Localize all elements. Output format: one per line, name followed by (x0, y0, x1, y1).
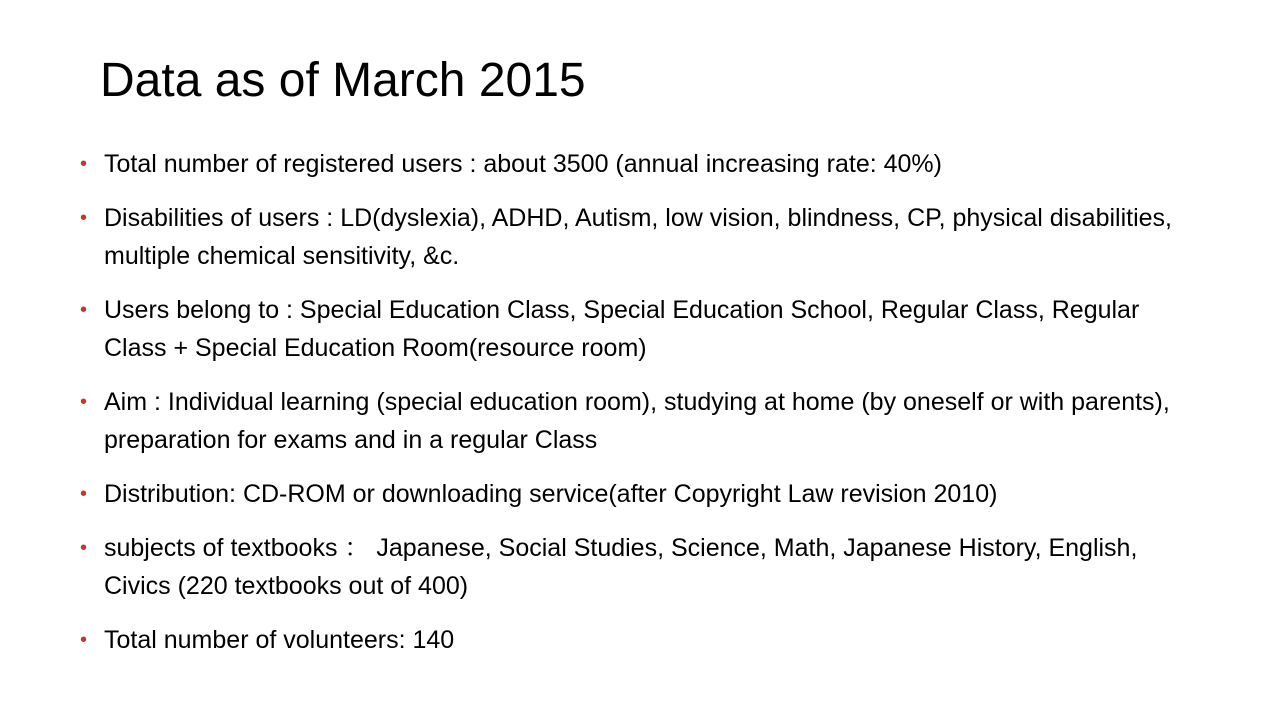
bullet-text: Distribution: CD-ROM or downloading service(after Copyright Law revision 2010) (104, 480, 998, 508)
bullet-item-registered-users (80, 145, 1200, 183)
bullet-item-distribution (80, 475, 1200, 513)
bullet-text: Total number of volunteers: 140 (104, 626, 455, 654)
bullet-dot-icon: • (80, 391, 88, 413)
bullet-item-subjects (80, 529, 1200, 605)
bullet-item-aim (80, 383, 1200, 459)
bullet-dot-icon: • (80, 299, 88, 321)
bullet-item-disabilities (80, 199, 1200, 275)
bullet-item-volunteers (80, 621, 1200, 659)
bullet-list (80, 145, 1200, 659)
bullet-dot-icon: • (80, 629, 88, 651)
bullet-text: subjects of textbooks ： Japanese, Social Studies, Science, Math, Japanese History, English, Civics (220 textbooks out of 400) (104, 534, 1138, 600)
bullet-dot-icon: • (80, 537, 88, 559)
slide-title: Data as of March 2015 (100, 54, 586, 107)
bullet-dot-icon: • (80, 153, 88, 175)
bullet-text: Disabilities of users : LD(dyslexia), ADHD, Autism, low vision, blindness, CP, physical disabilities, multiple chemical sensitivity, &c. (104, 204, 1173, 270)
bullet-text: Aim : Individual learning (special education room), studying at home (by oneself or with parents), preparation for exams and in a regular Class (104, 388, 1170, 454)
bullet-dot-icon: • (80, 483, 88, 505)
bullet-dot-icon: • (80, 207, 88, 229)
bullet-text: Users belong to : Special Education Class, Special Education School, Regular Class, Regular Class + Special Education Room(resource room) (104, 296, 1140, 362)
bullet-text: Total number of registered users : about 3500 (annual increasing rate: 40%) (104, 150, 942, 178)
bullet-item-users-belong-to (80, 291, 1200, 367)
